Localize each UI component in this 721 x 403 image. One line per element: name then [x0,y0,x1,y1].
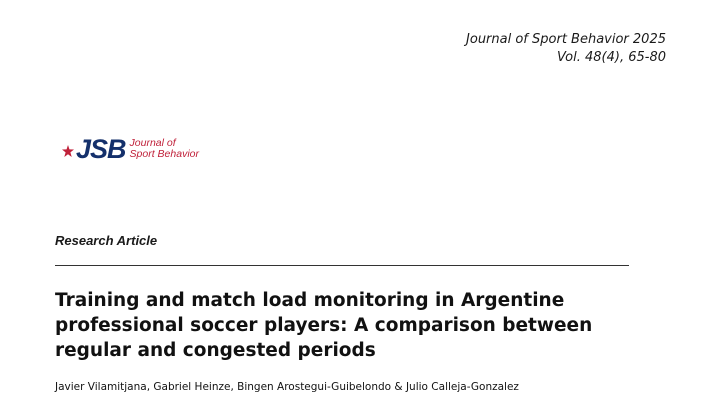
journal-logo [62,132,199,166]
logo-wordmark [130,138,199,160]
title-line-1: Training and match load monitoring in Argentine [55,290,565,311]
logo-text-line2: Sport Behavior [129,148,199,160]
star-icon [62,145,74,157]
article-title [55,288,655,363]
journal-volume-pages: Vol. 48(4), 65-80 [557,50,666,65]
journal-citation [466,31,666,67]
title-line-3: regular and congested periods [55,340,376,361]
article-type: Research Article [55,233,158,248]
logo-mark: JSB [76,133,126,164]
journal-name-year: Journal of Sport Behavior 2025 [466,32,666,47]
divider [55,265,629,266]
title-line-2: professional soccer players: A comparison between [55,315,593,336]
logo-text-line1: Journal of [129,137,176,149]
author-list: Javier Vilamitjana, Gabriel Heinze, Bingen Arostegui-Guibelondo & Julio Calleja-Gonzalez [55,381,519,393]
